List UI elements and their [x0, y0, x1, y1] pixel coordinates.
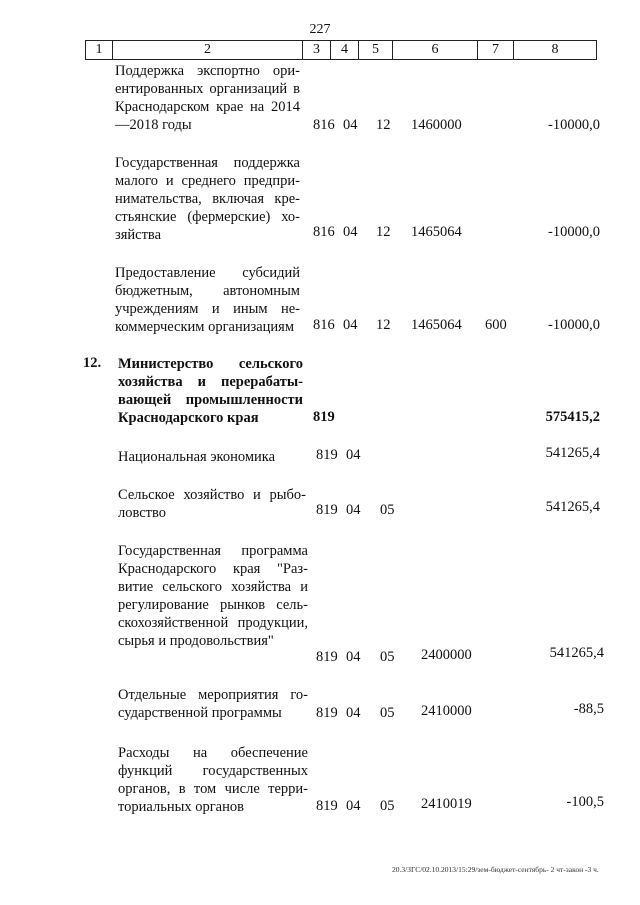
row-8-col5: 05	[380, 798, 395, 814]
row-7-col5: 05	[380, 705, 395, 721]
footer-stamp: 20.3/ЗГС/02.10.2013/15:29/зем-бюджет-сентябрь- 2 чт-закон -3 ч.	[392, 865, 599, 874]
row-0-col3: 816	[313, 117, 335, 133]
header-col-1: 1	[85, 40, 113, 60]
row-4-name: Национальная экономика	[118, 449, 276, 465]
row-0-col8: -10000,0	[548, 117, 600, 133]
row-3-name: Министерство сельского хозяйства и перерабатывающей промышленности Краснодарского края	[118, 356, 303, 426]
row-8-name: Расходы на обеспечение функций государственных органов, в том числе территориальных органов	[118, 745, 308, 815]
row-4-col8: 541265,4	[545, 445, 600, 461]
row-6-col8: 541265,4	[549, 645, 604, 661]
row-1-col8: -10000,0	[548, 224, 600, 240]
row-8-col3: 819	[316, 798, 338, 814]
row-4-col4: 04	[346, 447, 361, 463]
row-0-col4: 04	[343, 117, 358, 133]
header-col-8: 8	[513, 40, 597, 60]
header-col-7: 7	[477, 40, 514, 60]
row-7-col6: 2410000	[421, 703, 472, 719]
row-7-col4: 04	[346, 705, 361, 721]
row-7-col3: 819	[316, 705, 338, 721]
row-6-name: Государственная программа Краснодарского края "Развитие сельского хозяйства и регулирование рынков сельскохозяйственной продукции, сырья и продовольствия"	[118, 543, 308, 649]
row-8-col8: -100,5	[566, 794, 604, 810]
row-1-col6: 1465064	[411, 224, 462, 240]
row-6-col4: 04	[346, 649, 361, 665]
row-2-col6: 1465064	[411, 317, 462, 333]
row-8-col4: 04	[346, 798, 361, 814]
row-0-col6: 1460000	[411, 117, 462, 133]
header-col-3: 3	[302, 40, 331, 60]
row-2-col5: 12	[376, 317, 391, 333]
row-2-name: Предоставление субсидий бюджетным, автономным учреждениям и иным некоммерческим организациям	[115, 265, 300, 335]
row-2-col8: -10000,0	[548, 317, 600, 333]
row-6-col6: 2400000	[421, 647, 472, 663]
row-5-col3: 819	[316, 502, 338, 518]
row-3-col8: 575415,2	[545, 409, 600, 425]
header-col-6: 6	[392, 40, 478, 60]
row-6-col5: 05	[380, 649, 395, 665]
row-1-col3: 816	[313, 224, 335, 240]
header-col-2: 2	[112, 40, 303, 60]
row-5-col5: 05	[380, 502, 395, 518]
row-2-col4: 04	[343, 317, 358, 333]
row-4-col3: 819	[316, 447, 338, 463]
row-3-col3: 819	[313, 409, 335, 425]
row-8-col6: 2410019	[421, 796, 472, 812]
row-3-number: 12.	[83, 355, 102, 371]
row-5-col4: 04	[346, 502, 361, 518]
row-2-col7: 600	[485, 317, 507, 333]
row-1-name: Государственная поддержка малого и среднего предпринимательства, включая крестьянские (фермерские) хозяйства	[115, 155, 300, 243]
row-7-col8: -88,5	[573, 701, 604, 717]
row-0-col5: 12	[376, 117, 391, 133]
row-5-col8: 541265,4	[545, 499, 600, 515]
row-1-col4: 04	[343, 224, 358, 240]
row-7-name: Отдельные мероприятия государственной программы	[118, 687, 308, 721]
page-number: 227	[309, 22, 331, 37]
row-1-col5: 12	[376, 224, 391, 240]
row-6-col3: 819	[316, 649, 338, 665]
row-2-col3: 816	[313, 317, 335, 333]
header-col-5: 5	[358, 40, 393, 60]
header-col-4: 4	[330, 40, 359, 60]
row-0-name: Поддержка экспортно ориентированных организаций в Краснодарском крае на 2014—2018 годы	[115, 63, 300, 133]
row-5-name: Сельское хозяйство и рыболовство	[118, 487, 306, 521]
